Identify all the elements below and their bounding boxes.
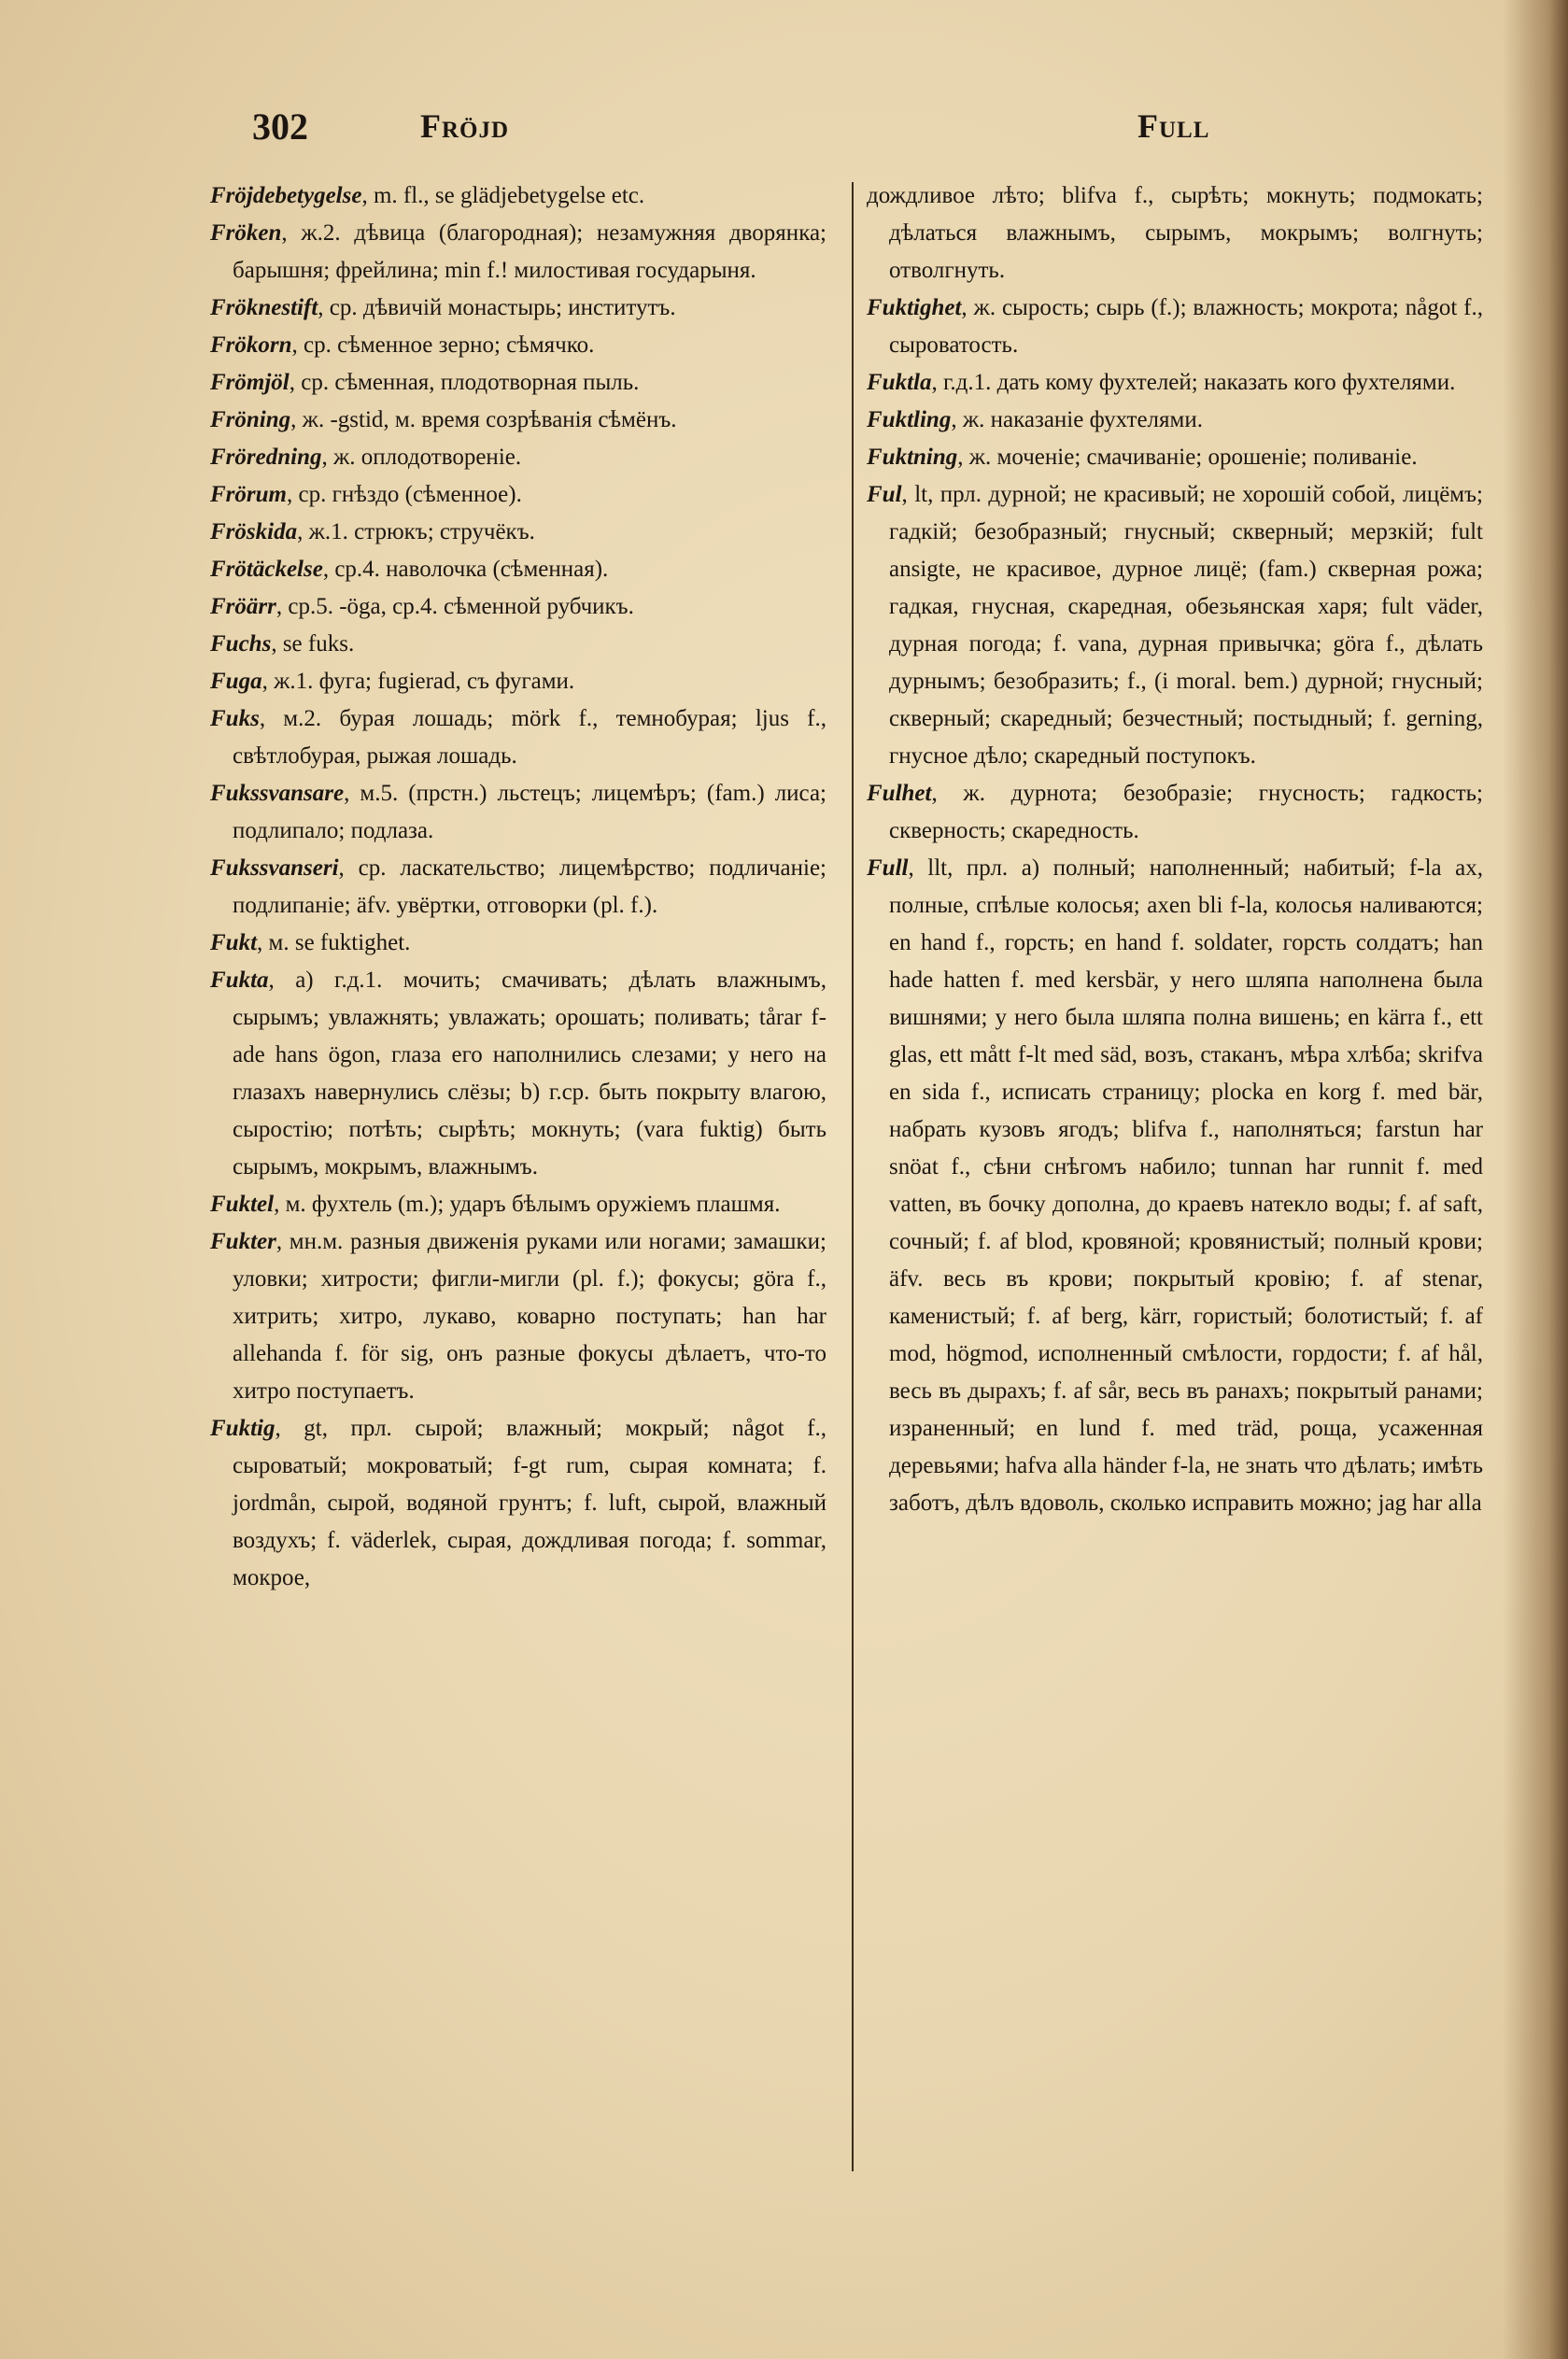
page-header	[252, 105, 1242, 161]
entry-headword: Fuktel	[210, 1192, 275, 1217]
entry-definition: , ж. дурнота; безобразіе; гнусность; гадкость; скверность; скаредность.	[889, 781, 1483, 843]
dictionary-entry	[210, 215, 826, 290]
entry-definition: , gt, прл. сырой; влажный; мокрый; något f., сыроватый; мокроватый; f-gt rum, сырая комната; f. jordmån, сырой, водяной грунтъ; f. luft, сырой, влажный воздухъ; f. väderlek, сырая, дождливая погода; f. sommar, мокрое,	[233, 1416, 826, 1590]
entry-headword: Fröskida	[210, 519, 298, 544]
entry-definition: , ж.2. дѣвица (благородная); незамужняя дворянка; барышня; фрейлина; min f.! милостивая государыня.	[233, 220, 826, 283]
entry-definition: , м.5. (прстн.) льстецъ; лицемѣръ; (fam.) лиса; подлипало; подлаза.	[233, 781, 826, 843]
entry-headword: Fröredning	[210, 445, 322, 470]
entry-headword: Frörum	[210, 482, 287, 507]
page-number: 302	[252, 106, 308, 148]
entry-definition: , ж. -gstid, м. время созрѣванія сѣмёнъ.	[290, 407, 677, 432]
entry-definition: , ж. моченіе; смачиваніе; орошеніе; поливаніе.	[957, 445, 1418, 470]
entry-headword: Fröjdebetygelse	[210, 183, 362, 208]
dictionary-entry	[210, 476, 826, 514]
entry-headword: Fuktig	[210, 1416, 275, 1441]
dictionary-entry	[210, 626, 826, 663]
entry-definition: , ср. гнѣздо (сѣменное).	[286, 482, 522, 507]
entry-headword: Ful	[867, 482, 902, 507]
entry-headword: Fukt	[210, 930, 258, 955]
entry-definition: , ж.1. стрюкъ; стручёкъ.	[297, 519, 535, 544]
entry-headword: Frötäckelse	[210, 557, 323, 582]
entry-definition: , ж. наказаніе фухтелями.	[951, 407, 1203, 432]
dictionary-entry	[867, 439, 1483, 476]
entry-headword: Fukter	[210, 1229, 276, 1254]
right-guide-word: Full	[1137, 107, 1210, 145]
dictionary-entry	[210, 775, 826, 850]
dictionary-entry	[867, 850, 1483, 1522]
dictionary-entry	[210, 514, 826, 551]
entry-headword: Fuktling	[867, 407, 952, 432]
entry-definition: , ср. дѣвичій монастырь; институтъ.	[318, 295, 676, 320]
binding-shadow	[1503, 0, 1568, 2359]
entry-definition: , м. фухтель (m.); ударъ бѣлымъ оружіемъ плашмя.	[274, 1192, 781, 1217]
entry-definition: , м.2. бурая лошадь; mörk f., темнобурая; ljus f., свѣтлобурая, рыжая лошадь.	[233, 706, 826, 769]
dictionary-entry	[210, 588, 826, 626]
column-divider	[852, 182, 854, 2171]
dictionary-entry	[867, 290, 1483, 364]
entry-headword: Fröning	[210, 407, 291, 432]
entry-headword: Fuga	[210, 669, 262, 694]
entry-headword: Fuktning	[867, 445, 958, 470]
entry-headword: Fröärr	[210, 594, 276, 619]
entry-definition: , ж. оплодотвореніе.	[321, 445, 522, 470]
entry-definition: , lt, прл. дурной; не красивый; не хорошій собой, лицёмъ; гадкій; безобразный; гнусный; скверный; мерзкій; fult ansigte, не красивое, дурное лицё; (fam.) скверная рожа; гадкая, гнусная, скаредная, обезьянская харя; fult väder, дурная погода; f. vana, дурная привычка; göra f., дѣлать дурнымъ; безобразить; f., (i moral. bem.) дурной; гнусный; скверный; скаредный; безчестный; постыдный; f. gerning, гнусное дѣло; скаредный поступокъ.	[889, 482, 1483, 769]
entry-definition: , a) г.д.1. мочить; смачивать; дѣлать влажнымъ, сырымъ; увлажнять; увлажать; орошать; поливать; tårar f-ade hans ögon, глаза его наполнились слезами; у него на глазахъ навернулись слёзы; b) г.ср. быть покрыту влагою, сыростію; потѣть; сырѣть; мокнуть; (vara fuktig) быть сырымъ, мокрымъ, влажнымъ.	[233, 968, 826, 1180]
dictionary-entry	[210, 1223, 826, 1410]
entry-definition: , ж. сырость; сырь (f.); влажность; мокрота; något f., сыроватость.	[889, 295, 1483, 358]
dictionary-entry	[210, 850, 826, 925]
entry-definition: , ж.1. фуга; fugierad, съ фугами.	[261, 669, 575, 694]
dictionary-entry	[210, 364, 826, 402]
entry-headword: Fukta	[210, 968, 269, 993]
entry-definition: , se fuks.	[271, 631, 355, 657]
entry-definition: , llt, прл. a) полный; наполненный; набитый; f-la ax, полные, спѣлые колосья; axen bli f-la, колосья наливаются; en hand f., горсть; en hand f. soldater, горсть солдатъ; han hade hatten f. med kersbär, у него шляпа наполнена была вишнями; у него была шляпа полна вишень; en kärra f., ett glas, ett mått f-lt med säd, возъ, стаканъ, мѣра хлѣба; skrifva en sida f., исписать страницу; plocka en korg f. med bär, набрать кузовъ ягодъ; blifva f., наполняться; farstun har snöat f., сѣни снѣгомъ набило; tunnan har runnit f. med vatten, въ бочку дополна, до краевъ натекло воды; f. af saft, сочный; f. af blod, кровяной; кровянистый; полный крови; äfv. весь въ крови; покрытый кровію; f. af stenar, каменистый; f. af berg, kärr, гористый; болотистый; f. af mod, högmod, исполненный смѣлости, гордости; f. af hål, весь въ дырахъ; f. af sår, весь въ ранахъ; покрытый ранами; израненный; en lund f. med träd, роща, усаженная деревьями; hafva alla händer f-la, не знать что дѣлать; имѣть заботъ, дѣлъ вдоволь, сколько исправить можно; jag har alla	[889, 855, 1483, 1516]
entry-definition: , ср.5. -öga, ср.4. сѣменной рубчикъ.	[275, 594, 634, 619]
entry-definition: дождливое лѣто; blifva f., сырѣть; мокнуть; подмокать; дѣлаться влажнымъ, сырымъ, мокрымъ; волгнуть; отволгнуть.	[867, 183, 1483, 283]
entry-definition: , мн.м. разныя движенія руками или ногами; замашки; уловки; хитрости; фигли-мигли (pl. f.); фокусы; göra f., хитрить; хитро, лукаво, коварно поступать; han har allehanda f. för sig, онъ разные фокусы дѣлаетъ, что-то хитро поступаетъ.	[233, 1229, 826, 1404]
right-column	[867, 177, 1483, 1522]
entry-definition: , м. se fuktighet.	[257, 930, 411, 955]
dictionary-entry	[210, 177, 826, 215]
dictionary-entry	[210, 962, 826, 1186]
entry-definition: , г.д.1. дать кому фухтелей; наказать кого фухтелями.	[931, 370, 1456, 395]
dictionary-entry	[210, 402, 826, 439]
entry-headword: Frömjöl	[210, 370, 290, 395]
entry-definition: , ср. сѣменное зерно; сѣмячко.	[291, 332, 595, 358]
dictionary-entry	[210, 290, 826, 327]
dictionary-entry	[210, 1186, 826, 1223]
dictionary-entry	[210, 551, 826, 588]
entry-definition: , ср. ласкательство; лицемѣрство; подличаніе; подлипаніе; äfv. увёртки, отговорки (pl. f.).	[233, 855, 826, 918]
entry-definition: , ср. сѣменная, плодотворная пыль.	[289, 370, 640, 395]
entry-headword: Fuks	[210, 706, 260, 731]
dictionary-entry	[210, 663, 826, 700]
dictionary-entry	[210, 925, 826, 962]
dictionary-entry	[867, 364, 1483, 402]
dictionary-entry	[210, 439, 826, 476]
entry-headword: Fuchs	[210, 631, 272, 657]
entry-headword: Fulhet	[867, 781, 932, 806]
entry-headword: Fröknestift	[210, 295, 318, 320]
entry-definition: , ср.4. наволочка (сѣменная).	[322, 557, 609, 582]
entry-headword: Fukssvanseri	[210, 855, 339, 881]
entry-headword: Fuktla	[867, 370, 932, 395]
entry-definition: , m. fl., se glädjebetygelse etc.	[361, 183, 645, 208]
dictionary-entry	[867, 476, 1483, 775]
left-guide-word: Fröjd	[420, 107, 510, 145]
entry-headword: Fröken	[210, 220, 282, 246]
dictionary-entry	[210, 1410, 826, 1597]
entry-headword: Frökorn	[210, 332, 292, 358]
dictionary-entry	[210, 327, 826, 364]
dictionary-entry	[210, 700, 826, 775]
entry-headword: Full	[867, 855, 909, 881]
dictionary-entry	[867, 402, 1483, 439]
entry-headword: Fuktighet	[867, 295, 962, 320]
left-column	[210, 177, 826, 1597]
dictionary-entry	[867, 177, 1483, 290]
entry-headword: Fukssvansare	[210, 781, 345, 806]
dictionary-entry	[867, 775, 1483, 850]
